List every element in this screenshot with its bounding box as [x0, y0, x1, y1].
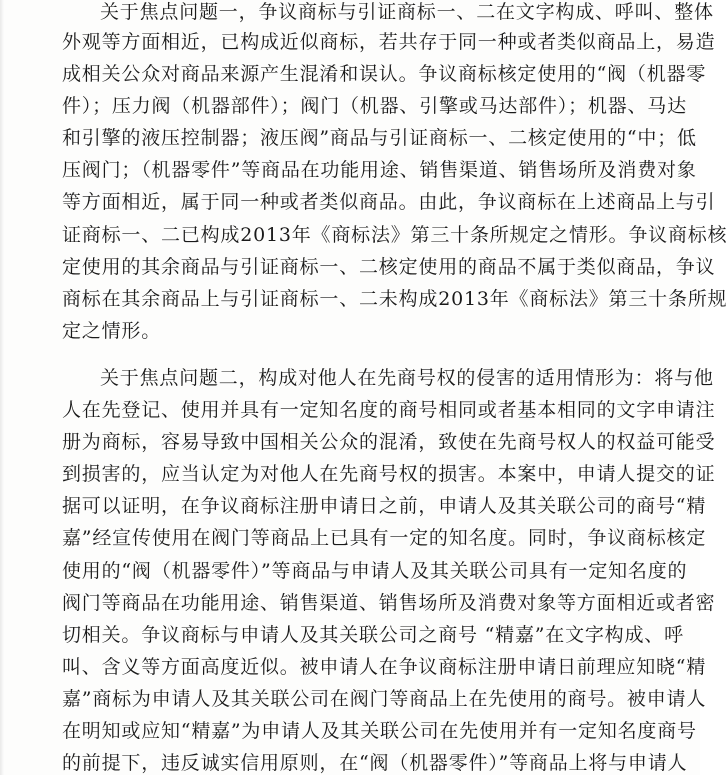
paragraph-line: 嘉”商标为申请人及其关联公司在阀门等商品上在先使用的商号。被申请人 — [62, 687, 707, 710]
paragraph-line: 件）；压力阀（机器部件）；阀门（机器、引擎或马达部件）；机器、马达 — [62, 95, 687, 118]
paragraph-line: 叫、含义等方面高度近似。被申请人在争议商标注册申请日前理应知晓“精 — [62, 655, 707, 678]
paragraph-line: 和引擎的液压控制器；液压阀”商品与引证商标一、二核定使用的“中；低 — [62, 127, 697, 150]
paragraph-line: 在明知或应知“精嘉”为申请人及其关联公司在先使用并有一定知名度商号 — [62, 719, 697, 742]
scan-edge-shadow — [0, 0, 4, 775]
paragraph-line: 定之情形。 — [62, 319, 162, 342]
document-body — [62, 0, 727, 779]
paragraph-line: 关于焦点问题一，争议商标与引证商标一、二在文字构成、呼叫、整体 — [100, 1, 714, 23]
paragraph-line: 外观等方面相近，已构成近似商标，若共存于同一种或者类似商品上，易造 — [62, 31, 716, 53]
paragraph-line: 嘉”经宣传使用在阀门等商品上已具有一定的知名度。同时，争议商标核定 — [62, 527, 707, 550]
paragraph-line: 证商标一、二已构成2013年《商标法》第三十条所规定之情形。争议商标核 — [62, 223, 727, 246]
paragraph-line: 人在先登记、使用并具有一定知名度的商号相同或者基本相同的文字申请注 — [62, 399, 716, 422]
paragraph-line: 成相关公众对商品来源产生混淆和误认。争议商标核定使用的“阀（机器零 — [62, 63, 707, 86]
paragraph-line: 切相关。争议商标与申请人及其关联公司之商号 “精嘉”在文字构成、呼 — [62, 623, 684, 646]
paragraph-focus-issue-two — [62, 362, 716, 779]
paragraph-line: 阀门等商品在功能用途、销售渠道、销售场所及消费对象等方面相近或者密 — [62, 591, 716, 614]
paragraph-spacer — [62, 347, 637, 362]
paragraph-line: 的前提下，违反诚实信用原则，在“阀（机器零件）”等商品上将与申请人 — [62, 752, 688, 775]
paragraph-line: 据可以证明，在争议商标注册申请日之前，申请人及其关联公司的商号“精 — [62, 495, 707, 518]
paragraph-line: 压阀门；（机器零件”等商品在功能用途、销售渠道、销售场所及消费对象 — [62, 159, 697, 182]
paragraph-line: 使用的“阀（机器零件）”等商品与申请人及其关联公司具有一定知名度的 — [62, 559, 688, 582]
paragraph-line: 册为商标，容易导致中国相关公众的混淆，致使在先商号权人的权益可能受 — [62, 431, 716, 454]
paragraph-line: 商标在其余商品上与引证商标一、二未构成2013年《商标法》第三十条所规 — [62, 287, 727, 310]
paragraph-line: 关于焦点问题二，构成对他人在先商号权的侵害的适用情形为：将与他 — [100, 366, 714, 389]
paragraph-line: 到损害的，应当认定为对他人在先商号权的损害。本案中，申请人提交的证 — [62, 463, 716, 486]
paragraph-focus-issue-one — [62, 0, 727, 347]
paragraph-line: 定使用的其余商品与引证商标一、二核定使用的商品不属于类似商品，争议 — [62, 255, 716, 278]
paragraph-line: 等方面相近，属于同一种或者类似商品。由此，争议商标在上述商品上与引 — [62, 191, 716, 214]
